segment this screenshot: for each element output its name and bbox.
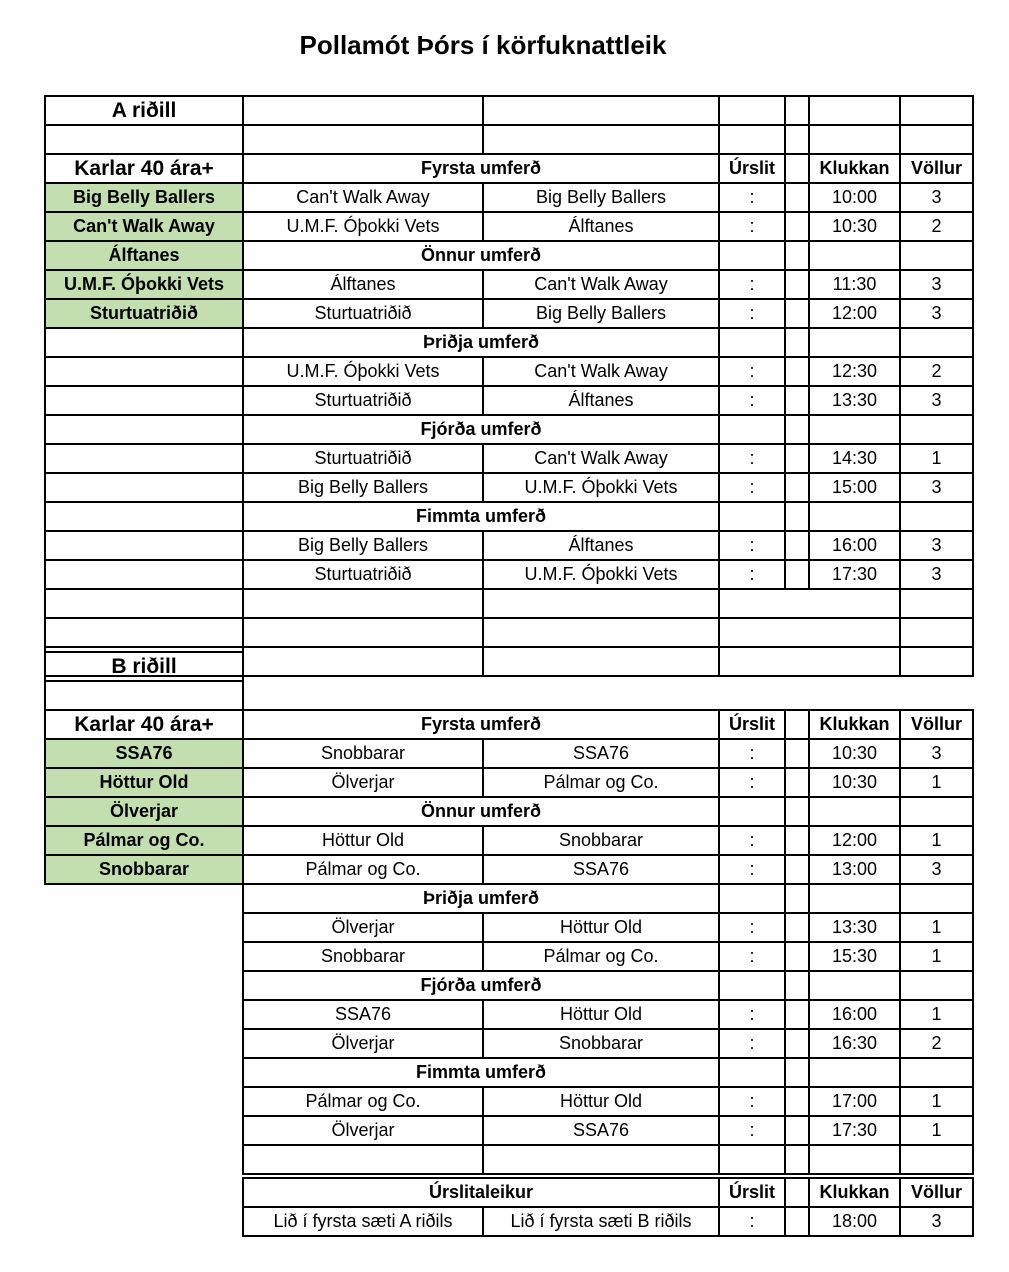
game-time: 10:30 xyxy=(831,743,878,763)
team-name: Álftanes xyxy=(46,242,242,269)
col-line xyxy=(718,617,720,648)
away-team: Pálmar og Co. xyxy=(543,946,659,966)
game-time: 14:30 xyxy=(831,448,878,468)
game-time: 18:00 xyxy=(831,1211,878,1231)
game-court: 2 xyxy=(931,1033,942,1053)
game-court: 1 xyxy=(931,830,942,850)
page-title: Pollamót Þórs í körfuknattleik xyxy=(299,30,667,60)
col-line xyxy=(482,124,484,155)
col-line xyxy=(899,970,901,1001)
col-line xyxy=(972,501,974,532)
time-header: Klukkan xyxy=(819,158,890,178)
round-header: Önnur umferð xyxy=(421,245,541,265)
away-team: SSA76 xyxy=(572,859,630,879)
game-time: 12:30 xyxy=(831,361,878,381)
away-team: Pálmar og Co. xyxy=(543,772,659,792)
game-time: 17:30 xyxy=(831,1120,878,1140)
score-separator: : xyxy=(749,448,755,468)
home-team: Álftanes xyxy=(330,274,396,294)
game-court: 1 xyxy=(931,448,942,468)
score-separator: : xyxy=(749,303,755,323)
team-name: Big Belly Ballers xyxy=(46,184,242,211)
away-team: Big Belly Ballers xyxy=(535,303,667,323)
score-separator: : xyxy=(749,187,755,207)
game-court: 3 xyxy=(931,564,942,584)
score-separator: : xyxy=(749,1120,755,1140)
col-line xyxy=(972,646,974,677)
score-separator: : xyxy=(749,390,755,410)
away-team: Big Belly Ballers xyxy=(535,187,667,207)
col-line xyxy=(808,1144,810,1175)
col-line xyxy=(899,95,901,126)
home-team: SSA76 xyxy=(334,1004,392,1024)
score-separator: : xyxy=(749,1004,755,1024)
col-line xyxy=(808,970,810,1001)
col-line xyxy=(482,588,484,619)
game-time: 11:30 xyxy=(832,274,877,294)
row-line xyxy=(242,646,974,648)
game-time: 10:30 xyxy=(831,772,878,792)
col-line xyxy=(784,1144,786,1175)
home-team: Ölverjar xyxy=(331,1120,395,1140)
division-label: Karlar 40 ára+ xyxy=(74,156,214,180)
round-header: Fimmta umferð xyxy=(415,506,547,526)
round-header: Þriðja umferð xyxy=(422,888,540,908)
col-line xyxy=(899,327,901,358)
home-team: Can't Walk Away xyxy=(296,187,430,207)
home-team: Sturtuatriðið xyxy=(314,448,412,468)
game-court: 3 xyxy=(931,859,942,879)
col-line xyxy=(972,240,974,271)
col-line xyxy=(784,95,786,126)
row-line xyxy=(242,675,974,677)
col-line xyxy=(899,588,901,619)
col-line xyxy=(808,327,810,358)
team-name: U.M.F. Óþokki Vets xyxy=(46,271,242,298)
col-line xyxy=(972,327,974,358)
col-line xyxy=(718,646,720,677)
col-line xyxy=(899,883,901,914)
home-team: Ölverjar xyxy=(331,917,395,937)
score-separator: : xyxy=(749,274,755,294)
game-time: 16:30 xyxy=(831,1033,878,1053)
game-court: 1 xyxy=(931,1120,942,1140)
row-line xyxy=(44,883,244,885)
col-line xyxy=(972,883,974,914)
col-line xyxy=(899,240,901,271)
row-line xyxy=(44,559,244,561)
home-team: Höttur Old xyxy=(321,830,405,850)
game-court: 2 xyxy=(931,361,942,381)
game-court: 2 xyxy=(931,216,942,236)
game-time: 12:00 xyxy=(831,303,878,323)
away-team: U.M.F. Óþokki Vets xyxy=(524,477,678,497)
team-name: Snobbarar xyxy=(46,856,242,883)
away-team: Álftanes xyxy=(568,535,634,555)
round-header: Þriðja umferð xyxy=(422,332,540,352)
col-line xyxy=(808,796,810,827)
game-court: 3 xyxy=(931,477,942,497)
col-line xyxy=(899,1144,901,1175)
game-court: 1 xyxy=(931,917,942,937)
col-line xyxy=(718,1144,720,1175)
result-header: Úrslit xyxy=(728,1182,775,1202)
row-line xyxy=(44,327,244,329)
round-header: Fyrsta umferð xyxy=(420,714,542,734)
game-court: 3 xyxy=(931,743,942,763)
home-team: U.M.F. Óþokki Vets xyxy=(286,361,440,381)
col-line xyxy=(718,588,720,619)
col-line xyxy=(718,95,720,126)
game-time: 15:30 xyxy=(831,946,878,966)
row-line xyxy=(44,356,244,358)
col-line xyxy=(972,796,974,827)
home-team: Lið í fyrsta sæti A riðils xyxy=(273,1211,453,1231)
game-time: 10:00 xyxy=(831,187,878,207)
row-line xyxy=(242,617,974,619)
score-separator: : xyxy=(749,1091,755,1111)
game-time: 16:00 xyxy=(831,1004,878,1024)
game-time: 17:30 xyxy=(831,564,878,584)
away-team: Snobbarar xyxy=(558,830,644,850)
court-header: Völlur xyxy=(910,158,962,178)
col-line xyxy=(784,240,786,271)
game-court: 1 xyxy=(931,772,942,792)
col-line xyxy=(972,970,974,1001)
court-header: Völlur xyxy=(910,714,962,734)
round-header: Fyrsta umferð xyxy=(420,158,542,178)
round-header: Fimmta umferð xyxy=(415,1062,547,1082)
score-separator: : xyxy=(749,743,755,763)
score-separator: : xyxy=(749,772,755,792)
game-time: 16:00 xyxy=(831,535,878,555)
col-line xyxy=(784,327,786,358)
final-header: Úrslitaleikur xyxy=(428,1182,534,1202)
col-line xyxy=(808,501,810,532)
col-line xyxy=(808,95,810,126)
group-name: A riðill xyxy=(111,98,177,122)
home-team: U.M.F. Óþokki Vets xyxy=(286,216,440,236)
away-team: Álftanes xyxy=(568,216,634,236)
time-header: Klukkan xyxy=(819,714,890,734)
division-label: Karlar 40 ára+ xyxy=(74,712,214,736)
home-team: Ölverjar xyxy=(331,1033,395,1053)
col-line xyxy=(784,970,786,1001)
col-line xyxy=(899,124,901,155)
score-separator: : xyxy=(749,946,755,966)
game-court: 3 xyxy=(931,390,942,410)
score-separator: : xyxy=(749,477,755,497)
game-time: 15:00 xyxy=(831,477,878,497)
row-line xyxy=(44,414,244,416)
home-team: Sturtuatriðið xyxy=(314,564,412,584)
score-separator: : xyxy=(749,535,755,555)
game-time: 17:00 xyxy=(831,1091,878,1111)
col-line xyxy=(899,414,901,445)
game-court: 3 xyxy=(931,303,942,323)
result-header: Úrslit xyxy=(728,158,775,178)
home-team: Big Belly Ballers xyxy=(297,535,429,555)
row-line xyxy=(44,588,244,590)
away-team: Can't Walk Away xyxy=(534,274,668,294)
col-line xyxy=(899,617,901,648)
away-team: Can't Walk Away xyxy=(534,361,668,381)
away-team: Snobbarar xyxy=(558,1033,644,1053)
row-line xyxy=(44,646,244,648)
row-line xyxy=(44,617,244,619)
game-time: 13:30 xyxy=(831,917,878,937)
col-line xyxy=(482,617,484,648)
round-header: Fjórða umferð xyxy=(420,975,542,995)
game-time: 13:30 xyxy=(831,390,878,410)
col-line xyxy=(972,1144,974,1175)
game-court: 3 xyxy=(931,274,942,294)
col-line xyxy=(482,95,484,126)
score-separator: : xyxy=(749,216,755,236)
row-line xyxy=(44,443,244,445)
away-team: U.M.F. Óþokki Vets xyxy=(524,564,678,584)
court-header: Völlur xyxy=(910,1182,962,1202)
game-time: 13:00 xyxy=(831,859,878,879)
away-team: SSA76 xyxy=(572,743,630,763)
away-team: Höttur Old xyxy=(559,917,643,937)
home-team: Snobbarar xyxy=(320,743,406,763)
home-team: Big Belly Ballers xyxy=(297,477,429,497)
home-team: Pálmar og Co. xyxy=(305,859,421,879)
home-team: Snobbarar xyxy=(320,946,406,966)
col-line xyxy=(899,501,901,532)
col-line xyxy=(718,124,720,155)
col-line xyxy=(808,1057,810,1088)
col-line xyxy=(972,414,974,445)
game-time: 10:30 xyxy=(831,216,878,236)
away-team: Álftanes xyxy=(568,390,634,410)
away-team: Höttur Old xyxy=(559,1004,643,1024)
row-line xyxy=(242,124,974,126)
row-line xyxy=(44,530,244,532)
time-header: Klukkan xyxy=(819,1182,890,1202)
game-court: 1 xyxy=(931,1091,942,1111)
team-name: Can't Walk Away xyxy=(46,213,242,240)
game-court: 3 xyxy=(931,1211,942,1231)
row-line xyxy=(242,95,974,97)
row-line xyxy=(242,1173,974,1175)
score-separator: : xyxy=(749,830,755,850)
col-line xyxy=(784,124,786,155)
col-line xyxy=(808,883,810,914)
round-header: Önnur umferð xyxy=(421,801,541,821)
group-name: B riðill xyxy=(111,654,177,678)
row-line xyxy=(44,501,244,503)
col-line xyxy=(482,1144,484,1175)
col-line xyxy=(784,796,786,827)
away-team: Lið í fyrsta sæti B riðils xyxy=(510,1211,692,1231)
col-line xyxy=(808,414,810,445)
col-line xyxy=(808,124,810,155)
col-line xyxy=(784,1057,786,1088)
team-name: Ölverjar xyxy=(46,798,242,825)
away-team: Can't Walk Away xyxy=(534,448,668,468)
row-line xyxy=(44,472,244,474)
col-line xyxy=(972,617,974,648)
round-header: Fjórða umferð xyxy=(420,419,542,439)
team-name: Höttur Old xyxy=(46,769,242,796)
team-name: Sturtuatriðið xyxy=(46,300,242,327)
game-court: 1 xyxy=(931,1004,942,1024)
score-separator: : xyxy=(749,564,755,584)
game-court: 3 xyxy=(931,187,942,207)
team-name: Pálmar og Co. xyxy=(46,827,242,854)
game-court: 3 xyxy=(931,535,942,555)
away-team: Höttur Old xyxy=(559,1091,643,1111)
home-team: Ölverjar xyxy=(331,772,395,792)
away-team: SSA76 xyxy=(572,1120,630,1140)
col-line xyxy=(972,95,974,126)
col-line xyxy=(972,588,974,619)
score-separator: : xyxy=(749,361,755,381)
row-line xyxy=(44,385,244,387)
home-team: Sturtuatriðið xyxy=(314,390,412,410)
col-line xyxy=(808,240,810,271)
col-line xyxy=(784,414,786,445)
col-line xyxy=(972,1057,974,1088)
col-line xyxy=(784,883,786,914)
game-court: 1 xyxy=(931,946,942,966)
result-header: Úrslit xyxy=(728,714,775,734)
game-time: 12:00 xyxy=(831,830,878,850)
col-line xyxy=(972,124,974,155)
score-separator: : xyxy=(749,917,755,937)
col-line xyxy=(482,646,484,677)
score-separator: : xyxy=(749,1033,755,1053)
score-separator: : xyxy=(749,859,755,879)
score-separator: : xyxy=(749,1211,755,1231)
home-team: Sturtuatriðið xyxy=(314,303,412,323)
col-line xyxy=(784,501,786,532)
team-name: SSA76 xyxy=(46,740,242,767)
home-team: Pálmar og Co. xyxy=(305,1091,421,1111)
col-line xyxy=(899,646,901,677)
col-line xyxy=(899,796,901,827)
col-line xyxy=(899,1057,901,1088)
